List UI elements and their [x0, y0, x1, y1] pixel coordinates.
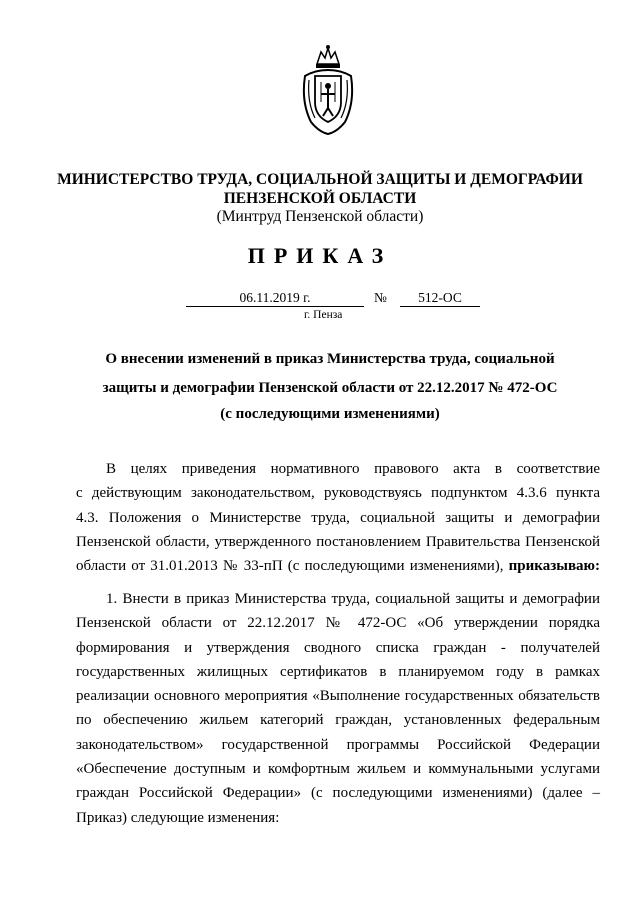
paragraph-line: 1. Внести в приказ Министерства труда, социальной защиты и демографии	[106, 591, 600, 607]
order-number: 512-ОС	[400, 289, 480, 307]
paragraph-line: Пензенской области от 22.12.2017 № 472-ОС «Об утверждении порядка	[76, 615, 600, 632]
paragraph-line-final	[76, 554, 600, 578]
paragraph-line: Приказ) следующие изменения:	[76, 809, 280, 826]
paragraph-line: Пензенской области, утвержденного постановлением Правительства Пензенской	[76, 533, 600, 550]
paragraph-line: В целях приведения нормативного правового акта в соответствие	[106, 461, 600, 477]
paragraph-line: законодательством» государственной программы Российской Федерации	[76, 736, 600, 753]
paragraph-line: по обеспечению жильем категорий граждан, установленных федеральным	[76, 712, 600, 729]
order-city: г. Пенза	[304, 309, 343, 321]
subject-line3: (с последующими изменениями)	[220, 406, 440, 422]
order-directive: приказываю:	[508, 558, 600, 575]
number-sign: №	[374, 290, 387, 305]
paragraph-line: государственных жилищных сертификатов в планируемом году в рамках	[76, 663, 600, 680]
paragraph-line: формирования и утверждения сводного списка граждан - получателей	[76, 639, 600, 656]
order-date: 06.11.2019 г.	[186, 289, 364, 307]
ministry-name-line2: ПЕНЗЕНСКОЙ ОБЛАСТИ	[223, 190, 417, 207]
paragraph-text: области от 31.01.2013 № 33-пП (с последующими изменениями),	[76, 558, 509, 575]
paragraph-line: «Обеспечение доступным и комфортным жильем и коммунальными услугами	[76, 761, 600, 778]
paragraph-line: граждан Российской Федерации» (с последующими изменениями) (далее –	[76, 785, 600, 802]
paragraph-line: 4.3. Положения о Министерстве труда, социальной защиты и демографии	[76, 509, 600, 526]
document-title: ПРИКАЗ	[247, 243, 393, 268]
subject-line1: О внесении изменений в приказ Министерства труда, социальной	[105, 351, 555, 367]
subject-line2: защиты и демографии Пензенской области от 22.12.2017 № 472-ОС	[102, 380, 558, 396]
penza-coat-of-arms-icon	[299, 42, 357, 136]
ministry-short-name: (Минтруд Пензенской области)	[216, 208, 424, 225]
paragraph-line: реализации основного мероприятия «Выполнение государственных обязательств	[76, 688, 600, 705]
body-paragraph-2	[76, 587, 600, 830]
body-paragraph-1	[76, 457, 600, 578]
ministry-name-line1: МИНИСТЕРСТВО ТРУДА, СОЦИАЛЬНОЙ ЗАЩИТЫ И ДЕМОГРАФИИ	[57, 171, 583, 188]
paragraph-line: с действующим законодательством, руководствуясь подпунктом 4.3.6 пункта	[76, 485, 600, 502]
